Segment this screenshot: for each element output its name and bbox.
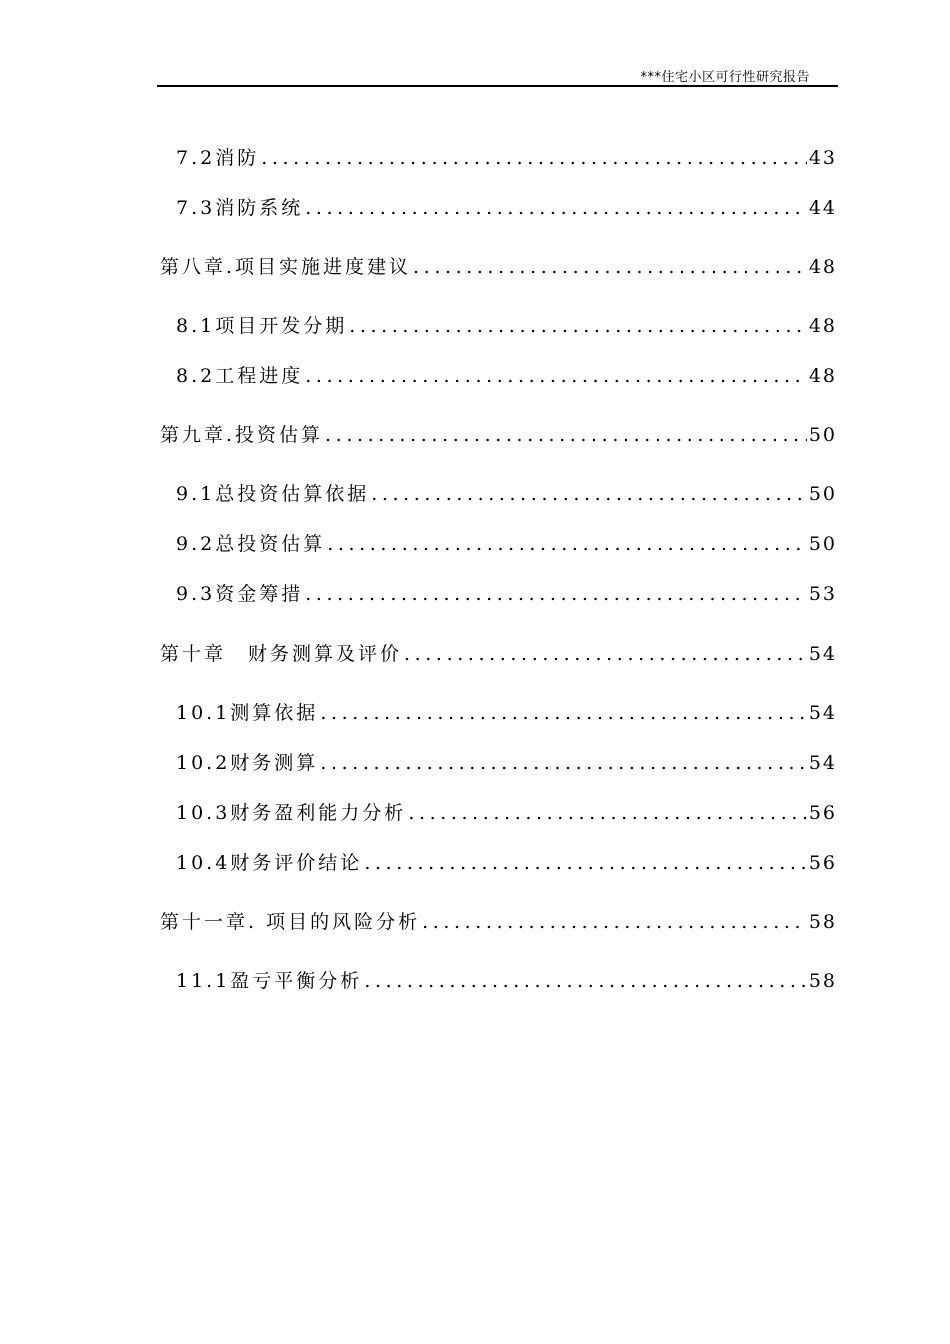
toc-entry-9-3[interactable]	[176, 582, 837, 606]
toc-entry-title: 10.4财务评价结论	[176, 852, 363, 874]
toc-dot-leader	[325, 532, 807, 556]
toc-entry-7-3[interactable]	[176, 196, 837, 220]
toc-dot-leader	[362, 851, 807, 875]
toc-page-number: 58	[808, 911, 837, 933]
toc-entry-7-2[interactable]	[176, 146, 837, 170]
toc-dot-leader	[303, 364, 807, 388]
toc-dot-leader	[323, 423, 807, 447]
toc-entry-title: 第十一章. 项目的风险分析	[160, 911, 421, 933]
toc-entry-chapter-9[interactable]	[160, 423, 837, 447]
toc-entry-8-2[interactable]	[176, 364, 837, 388]
toc-entry-10-4[interactable]	[176, 851, 837, 875]
toc-entry-title: 第八章.项目实施进度建议	[160, 256, 412, 278]
toc-entry-title: 9.3资金筹措	[176, 583, 304, 605]
toc-entry-chapter-10[interactable]	[160, 642, 837, 666]
toc-dot-leader	[303, 196, 807, 220]
toc-entry-title: 8.2工程进度	[176, 365, 304, 387]
toc-entry-title: 7.3消防系统	[176, 197, 304, 219]
toc-entry-10-2[interactable]	[176, 751, 837, 775]
toc-page-number: 48	[808, 256, 837, 278]
toc-entry-title: 9.2总投资估算	[176, 533, 326, 555]
toc-page-number: 56	[808, 852, 837, 874]
toc-entry-title: 10.1测算依据	[176, 702, 319, 724]
header-rule	[157, 85, 838, 87]
toc-page-number: 48	[808, 315, 837, 337]
toc-dot-leader	[406, 801, 807, 825]
toc-entry-chapter-8[interactable]	[160, 255, 837, 279]
running-header: ***住宅小区可行性研究报告	[640, 70, 810, 85]
toc-page-number: 48	[808, 365, 837, 387]
toc-page-number: 56	[808, 802, 837, 824]
toc-page-number: 54	[808, 752, 837, 774]
toc-entry-title: 8.1项目开发分期	[176, 315, 348, 337]
toc-entry-title: 7.2消防	[176, 147, 260, 169]
toc-page-number: 53	[808, 583, 837, 605]
toc-entry-chapter-11[interactable]	[160, 910, 837, 934]
toc-entry-title: 第九章.投资估算	[160, 424, 324, 446]
toc-dot-leader	[318, 701, 807, 725]
toc-dot-leader	[347, 314, 807, 338]
toc-dot-leader	[303, 582, 807, 606]
toc-entry-title: 10.3财务盈利能力分析	[176, 802, 407, 824]
toc-page-number: 44	[808, 197, 837, 219]
toc-entry-9-2[interactable]	[176, 532, 837, 556]
toc-entry-title: 10.2财务测算	[176, 752, 319, 774]
toc-entry-9-1[interactable]	[176, 482, 837, 506]
toc-page-number: 50	[808, 533, 837, 555]
toc-dot-leader	[420, 910, 807, 934]
toc-dot-leader	[411, 255, 807, 279]
toc-dot-leader	[259, 146, 807, 170]
toc-entry-title: 第十章 财务测算及评价	[160, 643, 403, 665]
toc-dot-leader	[369, 482, 807, 506]
toc-page-number: 58	[808, 970, 837, 992]
toc-page-number: 54	[808, 702, 837, 724]
toc-dot-leader	[362, 969, 807, 993]
toc-entry-title: 9.1总投资估算依据	[176, 483, 370, 505]
toc-entry-8-1[interactable]	[176, 314, 837, 338]
toc-entry-11-1[interactable]	[176, 969, 837, 993]
toc-entry-10-3[interactable]	[176, 801, 837, 825]
toc-dot-leader	[402, 642, 807, 666]
toc-dot-leader	[318, 751, 807, 775]
toc-page-number: 43	[808, 147, 837, 169]
toc-page-number: 54	[808, 643, 837, 665]
toc-page-number: 50	[808, 424, 837, 446]
toc-entry-10-1[interactable]	[176, 701, 837, 725]
toc-entry-title: 11.1盈亏平衡分析	[176, 970, 363, 992]
toc-page-number: 50	[808, 483, 837, 505]
